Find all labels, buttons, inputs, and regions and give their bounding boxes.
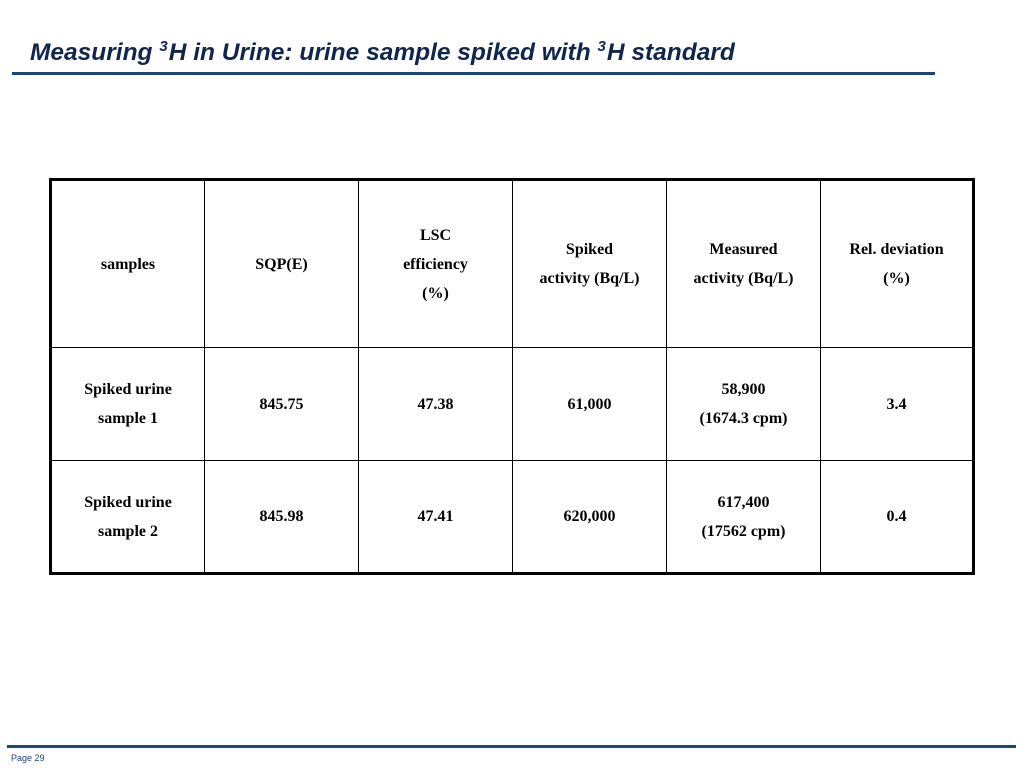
header-line: samples <box>100 255 156 273</box>
cell-lsc-efficiency: 47.41 <box>359 461 513 574</box>
header-line: Rel. deviation <box>849 241 944 258</box>
cell-rel-deviation: 3.4 <box>821 348 974 461</box>
title-superscript-2: 3 <box>597 38 606 55</box>
header-line: efficiency <box>403 255 468 273</box>
cell-measured-activity <box>667 348 821 461</box>
page-number: Page 29 <box>11 753 45 763</box>
header-line: Measured <box>709 241 778 258</box>
cell-line: 617,400 <box>717 493 770 511</box>
header-line: (%) <box>422 284 449 302</box>
cell-sample <box>51 348 205 461</box>
cell-line: Spiked urine <box>84 493 172 511</box>
results-table <box>49 178 975 575</box>
header-line: LSC <box>419 226 452 244</box>
header-spiked-activity <box>513 180 667 348</box>
header-sqp <box>205 180 359 348</box>
cell-sample <box>51 461 205 574</box>
header-line: activity (Bq/L) <box>539 270 640 287</box>
header-line: activity (Bq/L) <box>693 270 794 287</box>
cell-sqp: 845.98 <box>205 461 359 574</box>
header-lsc-efficiency <box>359 180 513 348</box>
header-line: Spiked <box>565 241 614 258</box>
cell-line: (17562 cpm) <box>701 522 786 540</box>
header-line: (%) <box>883 270 910 287</box>
slide-title <box>30 34 735 75</box>
cell-line: sample 2 <box>98 522 158 540</box>
header-measured-activity <box>667 180 821 348</box>
table-row <box>51 461 974 574</box>
cell-rel-deviation: 0.4 <box>821 461 974 574</box>
title-part-2: H in Urine: urine sample spiked with <box>168 39 598 66</box>
header-line: SQP(E) <box>255 255 308 273</box>
cell-lsc-efficiency: 47.38 <box>359 348 513 461</box>
cell-line: Spiked urine <box>84 381 172 398</box>
header-samples <box>51 180 205 348</box>
cell-spiked-activity: 620,000 <box>513 461 667 574</box>
cell-line: (1674.3 cpm) <box>699 410 788 427</box>
cell-line: 58,900 <box>721 381 766 398</box>
title-underline <box>12 72 935 75</box>
title-part-1: Measuring <box>30 39 160 66</box>
title-part-3: H standard <box>606 39 735 66</box>
footer-rule <box>7 745 1016 748</box>
cell-sqp: 845.75 <box>205 348 359 461</box>
table-header-row <box>51 180 974 348</box>
table-row <box>51 348 974 461</box>
header-rel-deviation <box>821 180 974 348</box>
cell-measured-activity <box>667 461 821 574</box>
cell-spiked-activity: 61,000 <box>513 348 667 461</box>
cell-line: sample 1 <box>98 410 158 427</box>
title-superscript-1: 3 <box>159 38 168 55</box>
